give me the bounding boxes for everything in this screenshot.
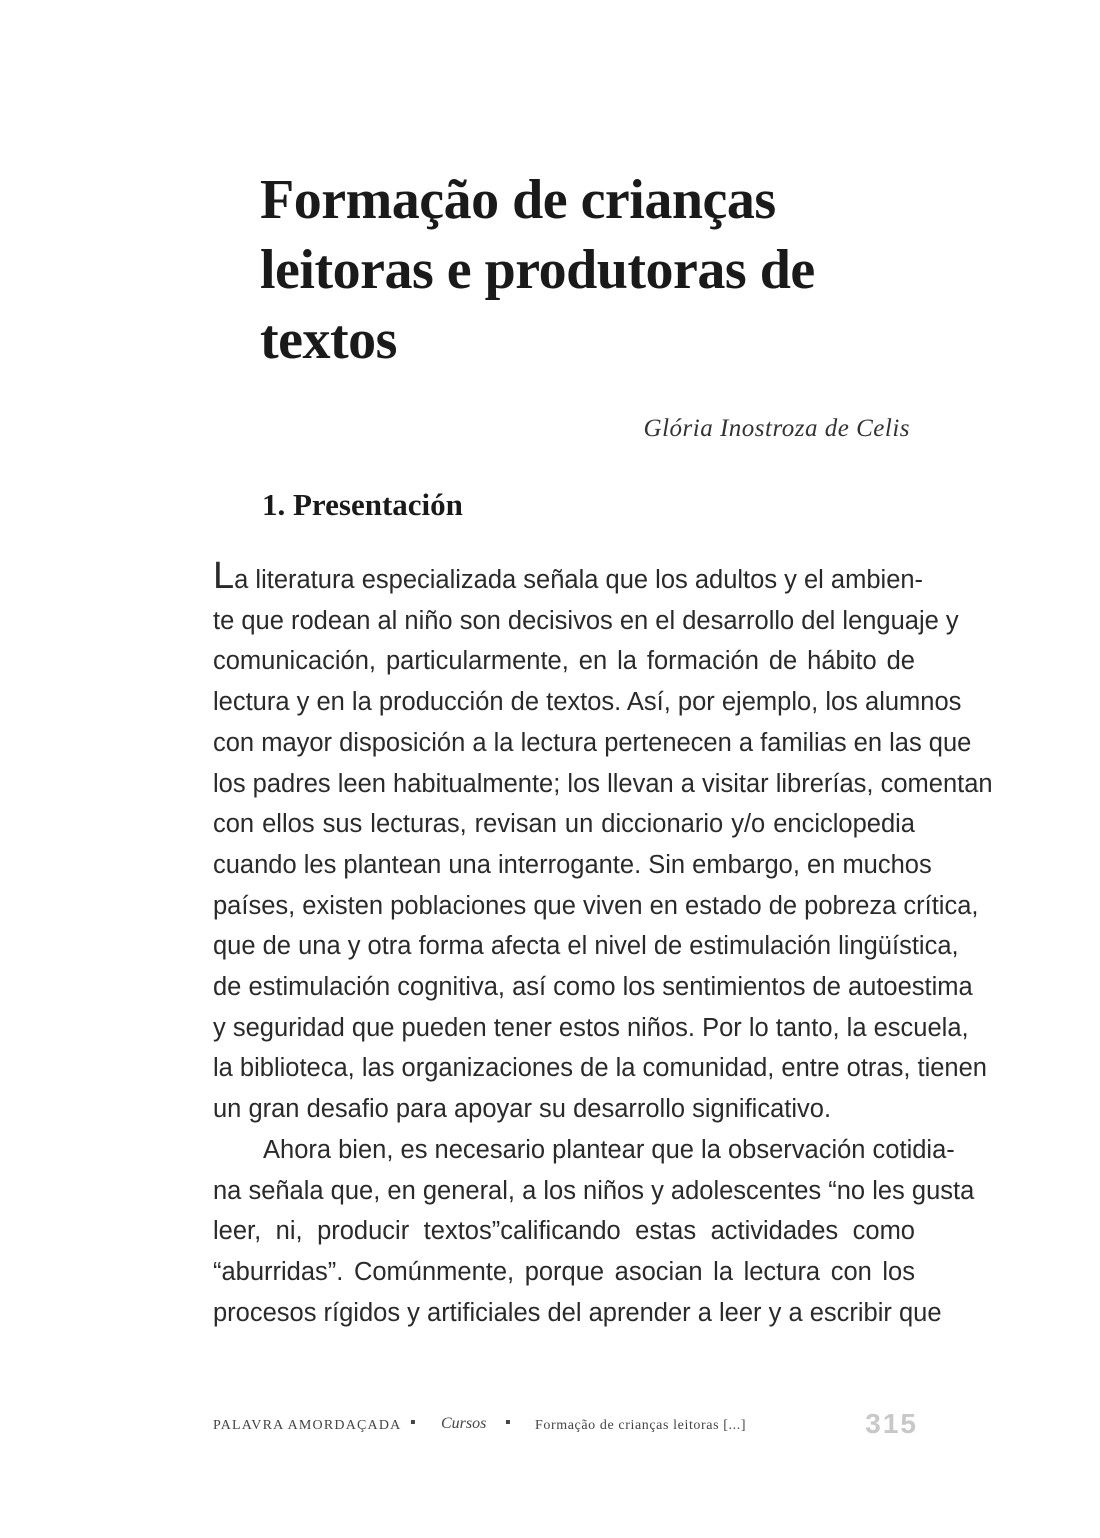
drop-cap: L xyxy=(213,555,235,597)
body-text xyxy=(213,555,993,1333)
paragraph-1-first-line-text: a literatura especializada señala que los adultos y el ambien- xyxy=(234,566,924,594)
paragraph-1-line: de estimulación cognitiva, así como los sentimientos de autoestima xyxy=(213,973,973,1002)
author-name: Glória Inostroza de Celis xyxy=(643,415,910,442)
paragraph-2-line: leer, ni, producir textos”calificando estas actividades como xyxy=(213,1217,915,1246)
footer-separator: ▪ xyxy=(505,1414,511,1431)
title-line-2: leitoras e produtoras de xyxy=(260,239,815,301)
paragraph-2-line: procesos rígidos y artificiales del aprender a leer y a escribir que xyxy=(213,1298,942,1327)
paragraph-2-line: “aburridas”. Comúnmente, porque asocian la lectura con los xyxy=(213,1257,915,1286)
page-title xyxy=(260,165,900,375)
section-heading: 1. Presentación xyxy=(262,487,463,522)
paragraph-2-line: na señala que, en general, a los niños y adolescentes “no les gusta xyxy=(213,1176,975,1205)
paragraph-2-line-1: Ahora bien, es necesario plantear que la observación cotidia- xyxy=(263,1135,955,1164)
paragraph-1-line: los padres leen habitualmente; los llevan a visitar librerías, comentan xyxy=(213,769,993,798)
paragraph-1-line: y seguridad que pueden tener estos niños. Por lo tanto, la escuela, xyxy=(213,1013,969,1042)
paragraph-1-line: con ellos sus lecturas, revisan un diccionario y/o enciclopedia xyxy=(213,810,915,839)
paragraph-1-line: te que rodean al niño son decisivos en el desarrollo del lenguaje y xyxy=(213,606,959,635)
paragraph-1-line: lectura y en la producción de textos. Así, por ejemplo, los alumnos xyxy=(213,688,962,717)
paragraph-1-line: la biblioteca, las organizaciones de la comunidad, entre otras, tienen xyxy=(213,1054,987,1083)
title-line-1: Formação de crianças xyxy=(260,169,776,231)
footer-publication: PALAVRA AMORDAÇADA xyxy=(213,1418,402,1433)
footer-section: Cursos xyxy=(441,1415,487,1432)
paragraph-1-line-1 xyxy=(213,555,924,601)
paragraph-1-line: comunicación, particularmente, en la formación de hábito de xyxy=(213,647,915,676)
footer-separator: ▪ xyxy=(410,1414,416,1431)
paragraph-1-last-line: un gran desafio para apoyar su desarrollo significativo. xyxy=(213,1095,832,1124)
page-number: 315 xyxy=(865,1408,918,1439)
paragraph-1-line: que de una y otra forma afecta el nivel de estimulación lingüística, xyxy=(213,932,959,961)
title-line-3: textos xyxy=(260,309,397,371)
footer-chapter: Formação de crianças leitoras [...] xyxy=(535,1418,747,1433)
paragraph-1-line: con mayor disposición a la lectura pertenecen a familias en las que xyxy=(213,728,972,757)
paragraph-1-line: países, existen poblaciones que viven en estado de pobreza crítica, xyxy=(213,891,979,920)
page-footer xyxy=(213,1408,918,1442)
paragraph-1-line: cuando les plantean una interrogante. Sin embargo, en muchos xyxy=(213,850,932,879)
